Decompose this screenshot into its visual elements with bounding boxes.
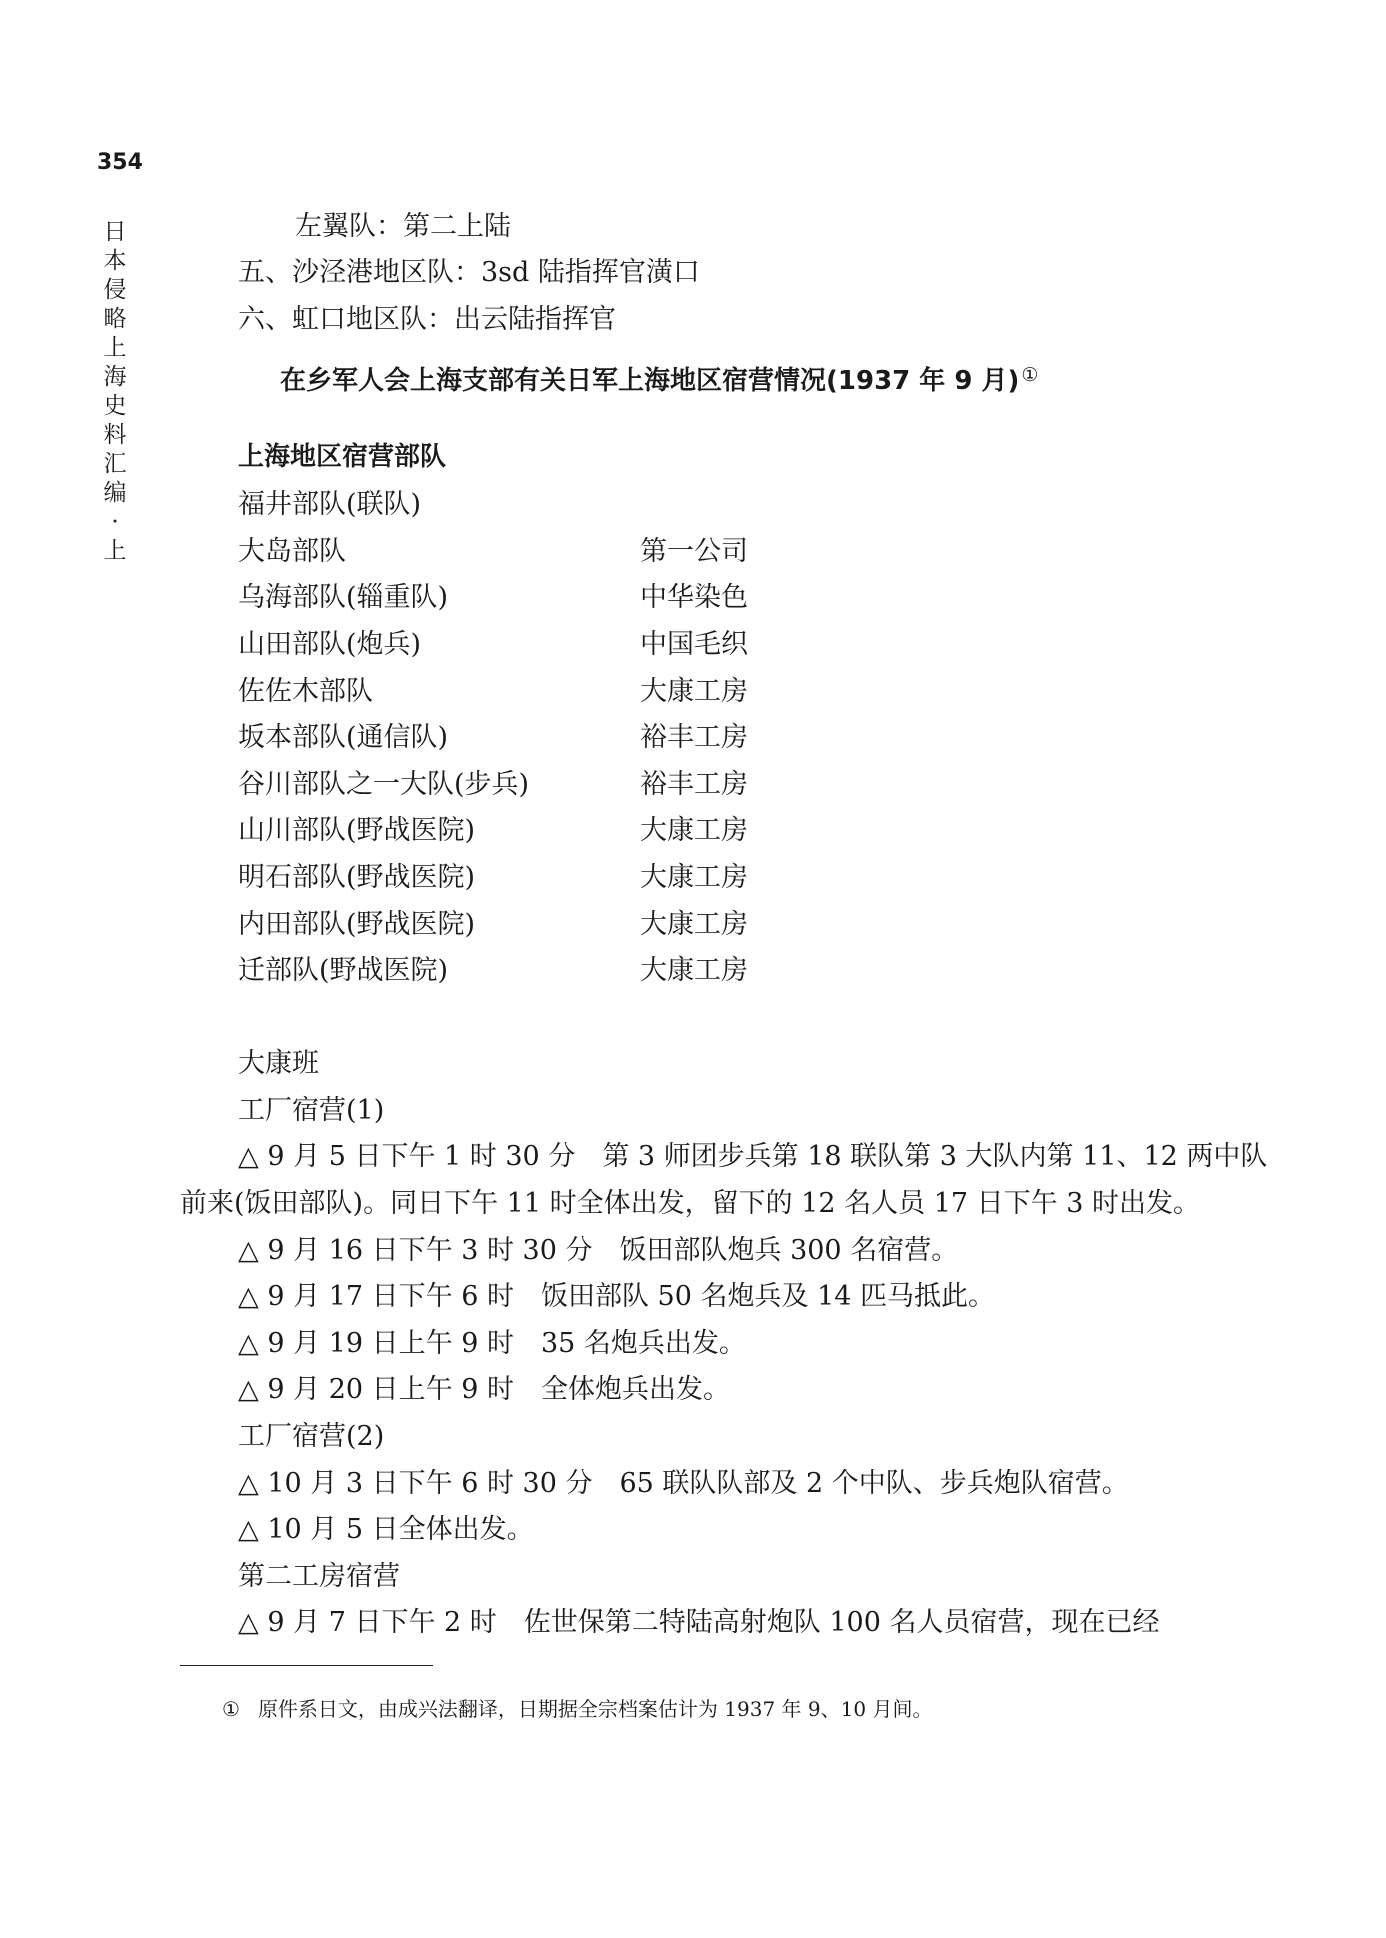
unit-row xyxy=(238,902,998,942)
footnote xyxy=(222,1693,932,1722)
unit-row xyxy=(238,948,998,988)
footnote-divider xyxy=(180,1665,433,1666)
unit-location: 第一公司 xyxy=(640,536,748,567)
heading-text: 在乡军人会上海支部有关日军上海地区宿营情况(1937 年 9 月) xyxy=(280,366,1020,396)
body-line: △ 9 月 17 日下午 6 时 饭田部队 50 名炮兵及 14 匹马抵此。 xyxy=(238,1281,996,1312)
unit-location: 大康工房 xyxy=(640,676,748,707)
unit-name: 大岛部队 xyxy=(238,536,346,567)
unit-row xyxy=(238,808,998,848)
body-line: △ 9 月 7 日下午 2 时 佐世保第二特陆高射炮队 100 名人员宿营，现在已经 xyxy=(238,1607,1160,1638)
unit-row xyxy=(238,575,998,615)
body-line: △ 9 月 5 日下午 1 时 30 分 第 3 师团步兵第 18 联队第 3 大队内第 11、12 两中队 xyxy=(238,1141,1268,1172)
page-number: 354 xyxy=(97,150,143,175)
unit-row xyxy=(238,715,998,755)
unit-row xyxy=(238,482,998,522)
unit-location: 中华染色 xyxy=(640,582,748,613)
unit-location: 裕丰工房 xyxy=(640,769,748,800)
unit-name: 山川部队(野战医院) xyxy=(238,815,476,846)
unit-name: 谷川部队之一大队(步兵) xyxy=(238,769,530,800)
intro-line: 六、虹口地区队：出云陆指挥官 xyxy=(238,304,616,335)
section-heading xyxy=(280,360,1038,397)
running-title: 日本侵略上海史料汇编·上 xyxy=(103,219,127,564)
unit-location: 裕丰工房 xyxy=(640,722,748,753)
body-line: 第二工房宿营 xyxy=(238,1561,400,1592)
unit-name: 迁部队(野战医院) xyxy=(238,955,449,986)
body-line: 大康班 xyxy=(238,1048,319,1079)
footnote-reference: ① xyxy=(1021,364,1039,386)
unit-name: 明石部队(野战医院) xyxy=(238,862,476,893)
unit-location: 大康工房 xyxy=(640,955,748,986)
body-line: △ 9 月 20 日上午 9 时 全体炮兵出发。 xyxy=(238,1374,730,1405)
footnote-mark: ① xyxy=(222,1697,240,1721)
unit-name: 福井部队(联队) xyxy=(238,489,422,520)
unit-row xyxy=(238,855,998,895)
subsection-heading: 上海地区宿营部队 xyxy=(238,442,447,472)
unit-location: 中国毛织 xyxy=(640,629,748,660)
unit-location: 大康工房 xyxy=(640,862,748,893)
unit-name: 佐佐木部队 xyxy=(238,676,373,707)
unit-row xyxy=(238,762,998,802)
body-line: △ 9 月 16 日下午 3 时 30 分 饭田部队炮兵 300 名宿营。 xyxy=(238,1235,959,1266)
unit-row xyxy=(238,529,998,569)
body-line: △ 9 月 19 日上午 9 时 35 名炮兵出发。 xyxy=(238,1328,746,1359)
unit-name: 乌海部队(辎重队) xyxy=(238,582,449,613)
footnote-text: 原件系日文，由成兴法翻译，日期据全宗档案估计为 1937 年 9、10 月间。 xyxy=(257,1697,933,1721)
body-line: △ 10 月 3 日下午 6 时 30 分 65 联队队部及 2 个中队、步兵炮队宿营。 xyxy=(238,1468,1129,1499)
unit-name: 内田部队(野战医院) xyxy=(238,909,476,940)
unit-row xyxy=(238,622,998,662)
unit-row xyxy=(238,669,998,709)
unit-location: 大康工房 xyxy=(640,815,748,846)
unit-name: 坂本部队(通信队) xyxy=(238,722,449,753)
intro-line: 五、沙泾港地区队：3sd 陆指挥官潢口 xyxy=(238,257,700,288)
body-line: 前来(饭田部队)。同日下午 11 时全体出发，留下的 12 名人员 17 日下午 3 时出发。 xyxy=(180,1188,1200,1219)
body-line: △ 10 月 5 日全体出发。 xyxy=(238,1514,534,1545)
intro-line: 左翼队：第二上陆 xyxy=(295,211,511,242)
body-line: 工厂宿营(2) xyxy=(238,1421,385,1452)
unit-name: 山田部队(炮兵) xyxy=(238,629,422,660)
body-line: 工厂宿营(1) xyxy=(238,1095,385,1126)
unit-location: 大康工房 xyxy=(640,909,748,940)
